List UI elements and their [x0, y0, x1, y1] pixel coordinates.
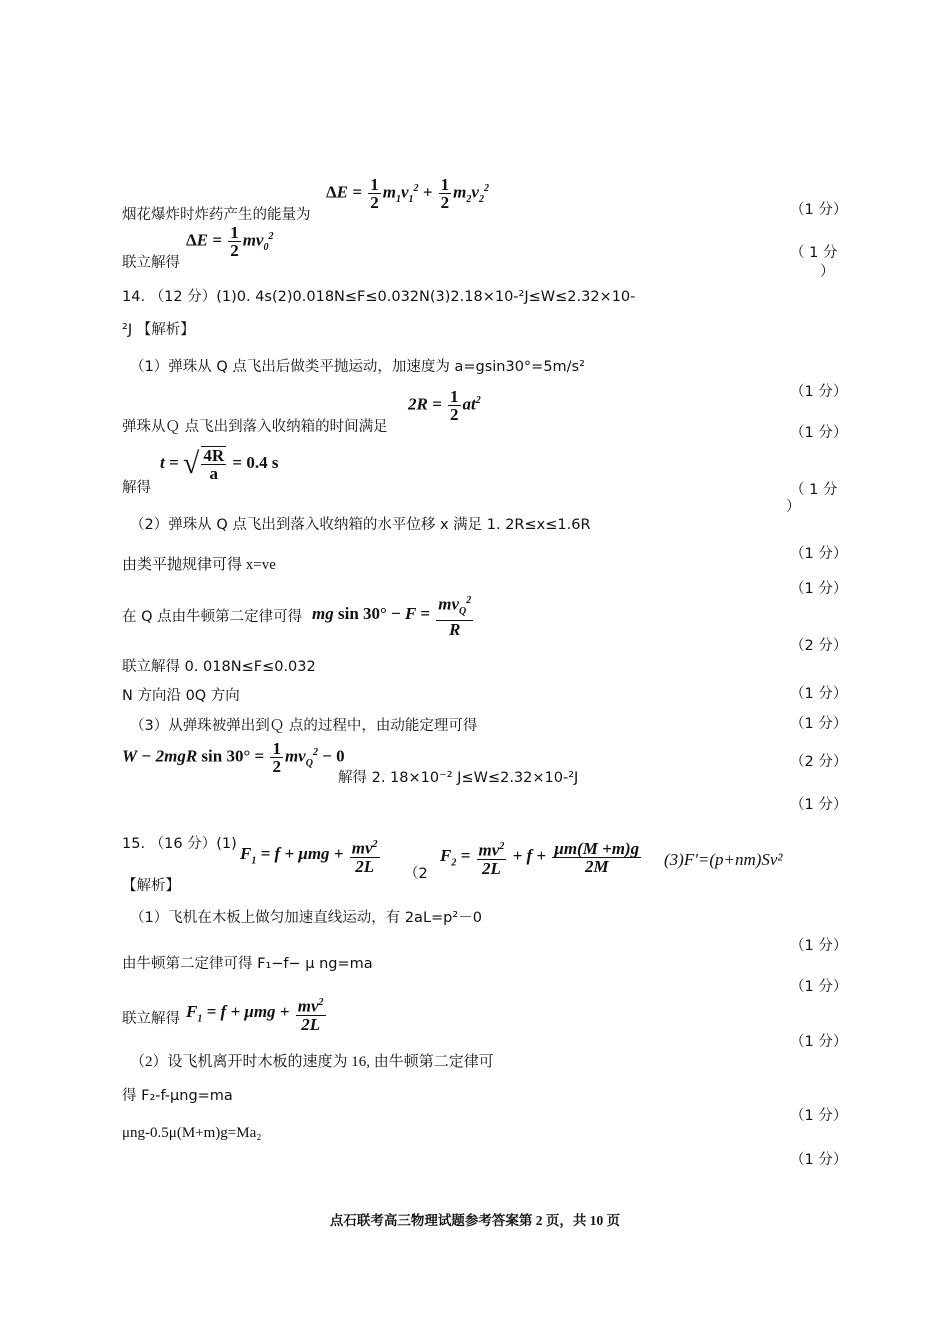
q14-result-F: 联立解得 0. 018N≤F≤0.032	[122, 659, 316, 675]
q15-board-eq: μng-0.5μ(M+m)g=Ma₂	[122, 1125, 262, 1141]
q14-time-condition: 弹珠从Ｑ 点飞出到落入收纳箱的时间满足	[122, 419, 388, 435]
q15-part1: （1）飞机在木板上做匀加速直线运动，有 2aL=p²－0	[130, 910, 482, 926]
q15-analysis-label: 【解析】	[122, 878, 180, 894]
score: （1 分）	[790, 797, 848, 813]
q14-part2: （2）弹珠从 Q 点飞出到落入收纳箱的水平位移 x 满足 1. 2R≤x≤1.6R	[130, 517, 591, 533]
score: （1 分）	[790, 202, 848, 218]
text-solve: 联立解得	[122, 255, 180, 271]
formula-F1-result: $F_1 = f + \mu mg$ + $\frac{mv^2}{2L}$	[186, 994, 328, 1033]
score: （1 分）	[790, 384, 848, 400]
formula-F1: $F_1 = f + \mu mg$ + $\frac{mv^2}{2L}$	[240, 836, 382, 875]
score: （ 1 分	[790, 482, 838, 498]
score: （1 分）	[790, 581, 848, 597]
text-solve-t: 解得	[122, 480, 151, 496]
formula-newton-Q: mg sin 30° − F = $\frac{mv_Q^2}{R}$	[312, 592, 475, 638]
score: （1 分）	[790, 938, 848, 954]
score: （1 分）	[790, 1034, 848, 1050]
score: ）	[820, 264, 835, 280]
q15-header: 15. （16 分）(1)	[122, 836, 237, 852]
score: （1 分）	[790, 1108, 848, 1124]
score: （ 1 分	[790, 245, 838, 261]
text-energy-line: 烟花爆炸时炸药产生的能量为	[122, 207, 311, 223]
q14-newton: 在 Q 点由牛顿第二定律可得	[122, 609, 303, 625]
score: （1 分）	[790, 1152, 848, 1168]
score: （1 分）	[790, 979, 848, 995]
q14-result-W: 解得 2. 18×10⁻² J≤W≤2.32×10-²J	[338, 770, 579, 786]
score: ）	[786, 499, 801, 515]
page-footer: 点石联考高三物理试题参考答案第 2 页，共 10 页	[329, 1213, 621, 1228]
score: （1 分）	[790, 425, 848, 441]
score: （1 分）	[790, 546, 848, 562]
q15-part2: （2）设飞机离开时木板的速度为 16, 由牛顿第二定律可	[130, 1054, 494, 1070]
q15-solve: 联立解得	[122, 1011, 180, 1027]
formula-F-prime: (3)F'=(p+nm)Sv²	[664, 850, 783, 869]
q15-newton: 由牛顿第二定律可得 F₁−f− μ ng=ma	[122, 956, 373, 972]
q14-header-cont: ²J 【解析】	[122, 322, 195, 338]
score: （2 分）	[790, 638, 848, 654]
score: （2 分）	[790, 754, 848, 770]
q14-part1: （1）弹珠从 Q 点飞出后做类平抛运动，加速度为 a=gsin30°=5m/s²	[130, 359, 585, 375]
q15-newton-F2: 得 F₂-f-μng=ma	[122, 1088, 233, 1104]
score: （1 分）	[790, 716, 848, 732]
q15-header-part2: （2	[404, 866, 428, 882]
formula-2R: 2R = $\frac{1}{2}$ $at^2$	[408, 387, 481, 424]
score: （1 分）	[790, 686, 848, 702]
formula-energy: ΔE = $\frac{1}{2}$ $m_1v_1^2$ + $\frac{1}{2}$ $m_2v_2^2$	[326, 175, 489, 212]
q14-part3: （3）从弹珠被弹出到Ｑ 点的过程中，由动能定理可得	[130, 718, 478, 734]
formula-work: W − 2mgR sin 30° = $\frac{1}{2}$ $mv_Q^2 - 0$	[122, 739, 345, 776]
formula-t: t = √ $\frac{4R}{a}$ = 0.4 s	[160, 446, 279, 483]
q14-projectile-law: 由类平抛规律可得 x=ve	[122, 557, 276, 573]
formula-F2: $F_2$ = $\frac{mv^2}{2L}$ + f + $\frac{\mu m(M +m)g}{2M}$	[440, 838, 640, 878]
q14-header: 14. （12 分）(1)0. 4s(2)0.018N≤F≤0.032N(3)2.18×10-²J≤W≤2.32×10-	[122, 289, 636, 305]
q14-direction: N 方向沿 0Q 方向	[122, 688, 240, 704]
formula-energy-result: ΔE = $\frac{1}{2}$ $mv_0^2$	[186, 223, 274, 260]
